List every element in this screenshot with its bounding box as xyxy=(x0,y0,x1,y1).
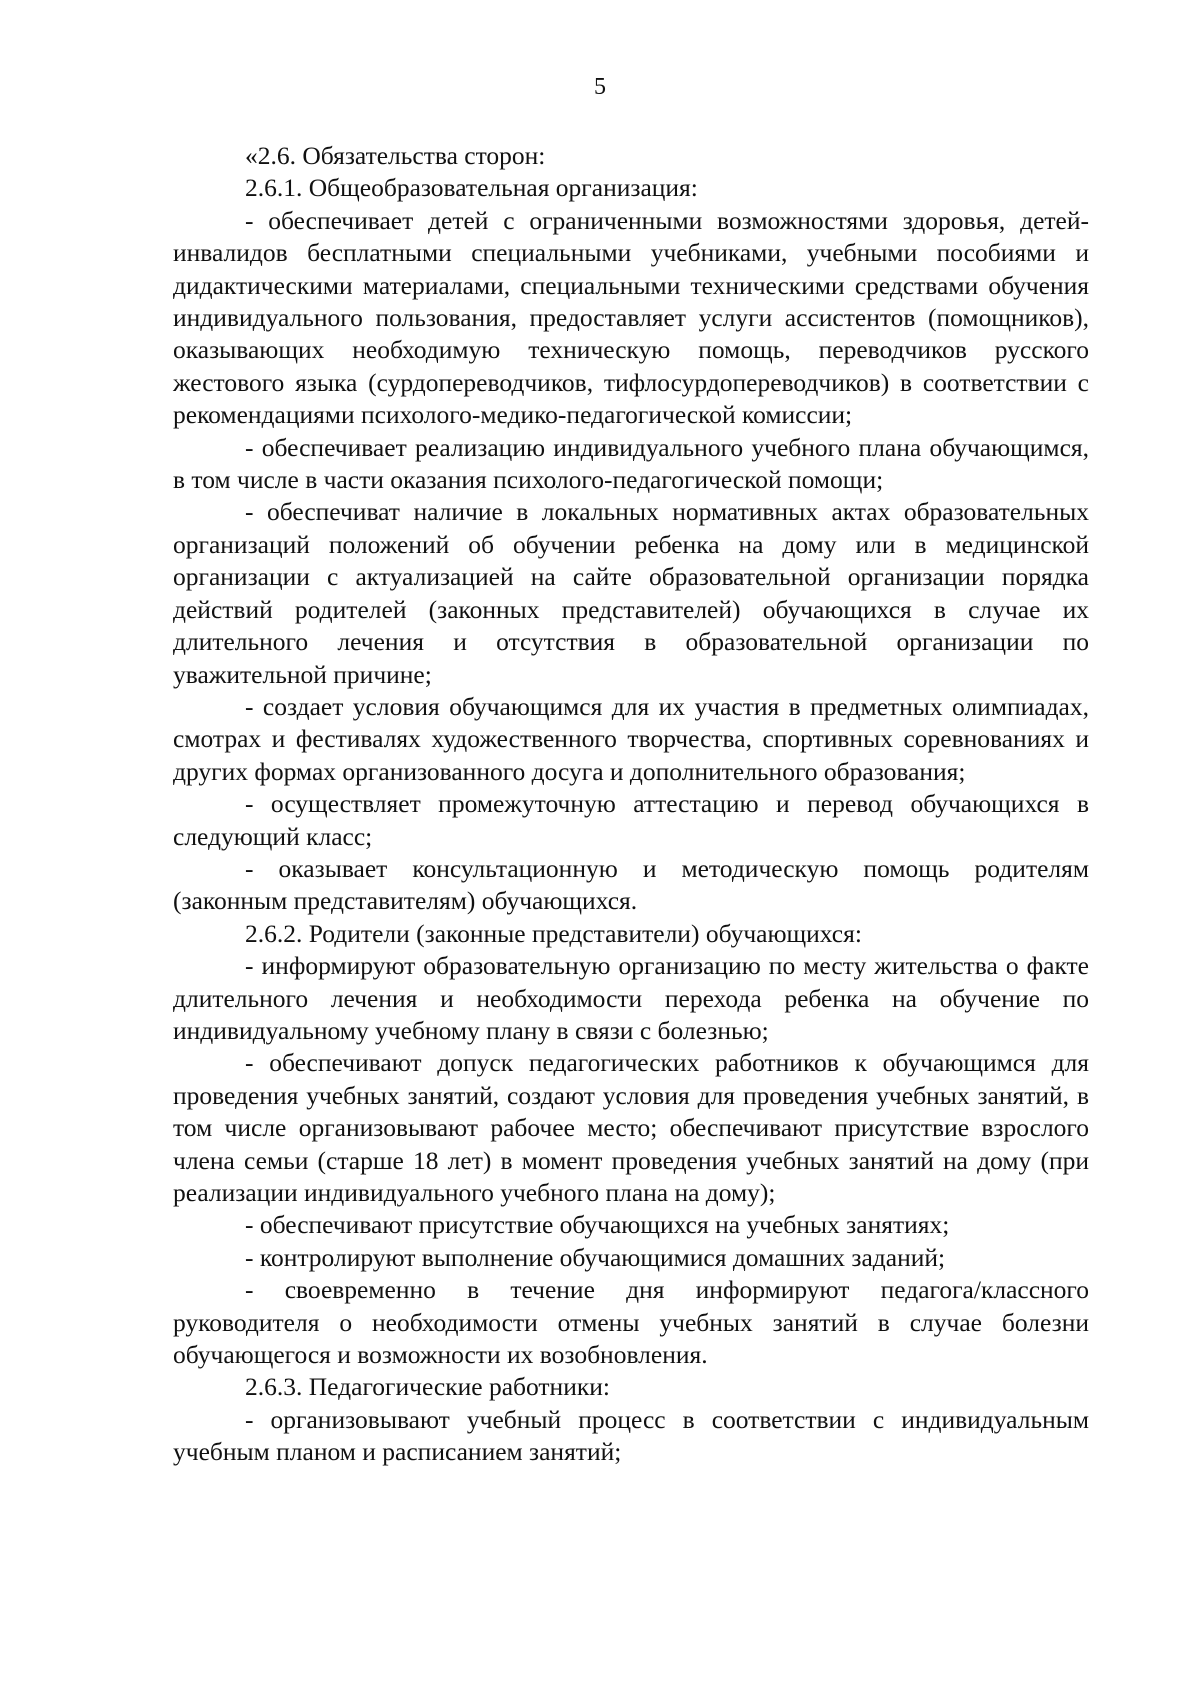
list-item: - обеспечивает детей с ограниченными возможностями здоровья, детей-инвалидов бесплатными специальными учебниками, учебными пособиями и дидактическими материалами, специальными техническими средствами обучения индивидуального пользования, предоставляет услуги ассистентов (помощников), оказывающих необходимую техническую помощь, переводчиков русского жестового языка (сурдопереводчиков, тифлосурдопереводчиков) в соответствии с рекомендациями психолого-медико-педагогической комиссии; xyxy=(173,205,1089,430)
list-item: - контролируют выполнение обучающимися домашних заданий; xyxy=(245,1242,946,1272)
list-item: - обеспечиват наличие в локальных нормативных актах образовательных организаций положений об обучении ребенка на дому или в медицинской организации с актуализацией на сайте образовательной организации порядка действий родителей (законных представителей) обучающихся в случае их длительного лечения и отсутствия в образовательной организации по уважительной причине; xyxy=(173,497,1089,689)
list-item: - создает условия обучающимся для их участия в предметных олимпиадах, смотрах и фестивалях художественного творчества, спортивных соревнованиях и других формах организованного досуга и дополнительного образования; xyxy=(173,691,1089,786)
list-item: - информируют образовательную организацию по месту жительства о факте длительного лечения и необходимости перехода ребенка на обучение по индивидуальному учебному плану в связи с болезнью; xyxy=(173,951,1089,1045)
list-item: - обеспечивают присутствие обучающихся на учебных занятиях; xyxy=(245,1210,950,1240)
list-item: - обеспечивают допуск педагогических работников к обучающимся для проведения учебных занятий, создают условия для проведения учебных занятий, в том числе организовывают рабочее место; обеспечивают присутствие взрослого члена семьи (старше 18 лет) в момент проведения учебных занятий на дому (при реализации индивидуального учебного плана на дому); xyxy=(173,1048,1089,1207)
section-heading: «2.6. Обязательства сторон: xyxy=(245,141,546,170)
list-item: - своевременно в течение дня информируют педагога/классного руководителя о необходимости отмены учебных занятий в случае болезни обучающегося и возможности их возобновления. xyxy=(173,1275,1089,1370)
document-body xyxy=(173,140,1089,1469)
list-item: - организовывают учебный процесс в соответствии с индивидуальным учебным планом и расписанием занятий; xyxy=(173,1404,1089,1467)
list-item: - оказывает консультационную и методическую помощь родителям (законным представителям) обучающихся. xyxy=(173,853,1089,916)
page-number: 5 xyxy=(594,74,606,100)
list-item: - осуществляет промежуточную аттестацию и перевод обучающихся в следующий класс; xyxy=(173,789,1089,851)
subsection-heading: 2.6.2. Родители (законные представители) обучающихся: xyxy=(245,918,862,948)
subsection-heading: 2.6.1. Общеобразовательная организация: xyxy=(245,173,698,203)
subsection-heading: 2.6.3. Педагогические работники: xyxy=(245,1372,610,1402)
list-item: - обеспечивает реализацию индивидуального учебного плана обучающимся, в том числе в части оказания психолого-педагогической помощи; xyxy=(173,432,1089,495)
